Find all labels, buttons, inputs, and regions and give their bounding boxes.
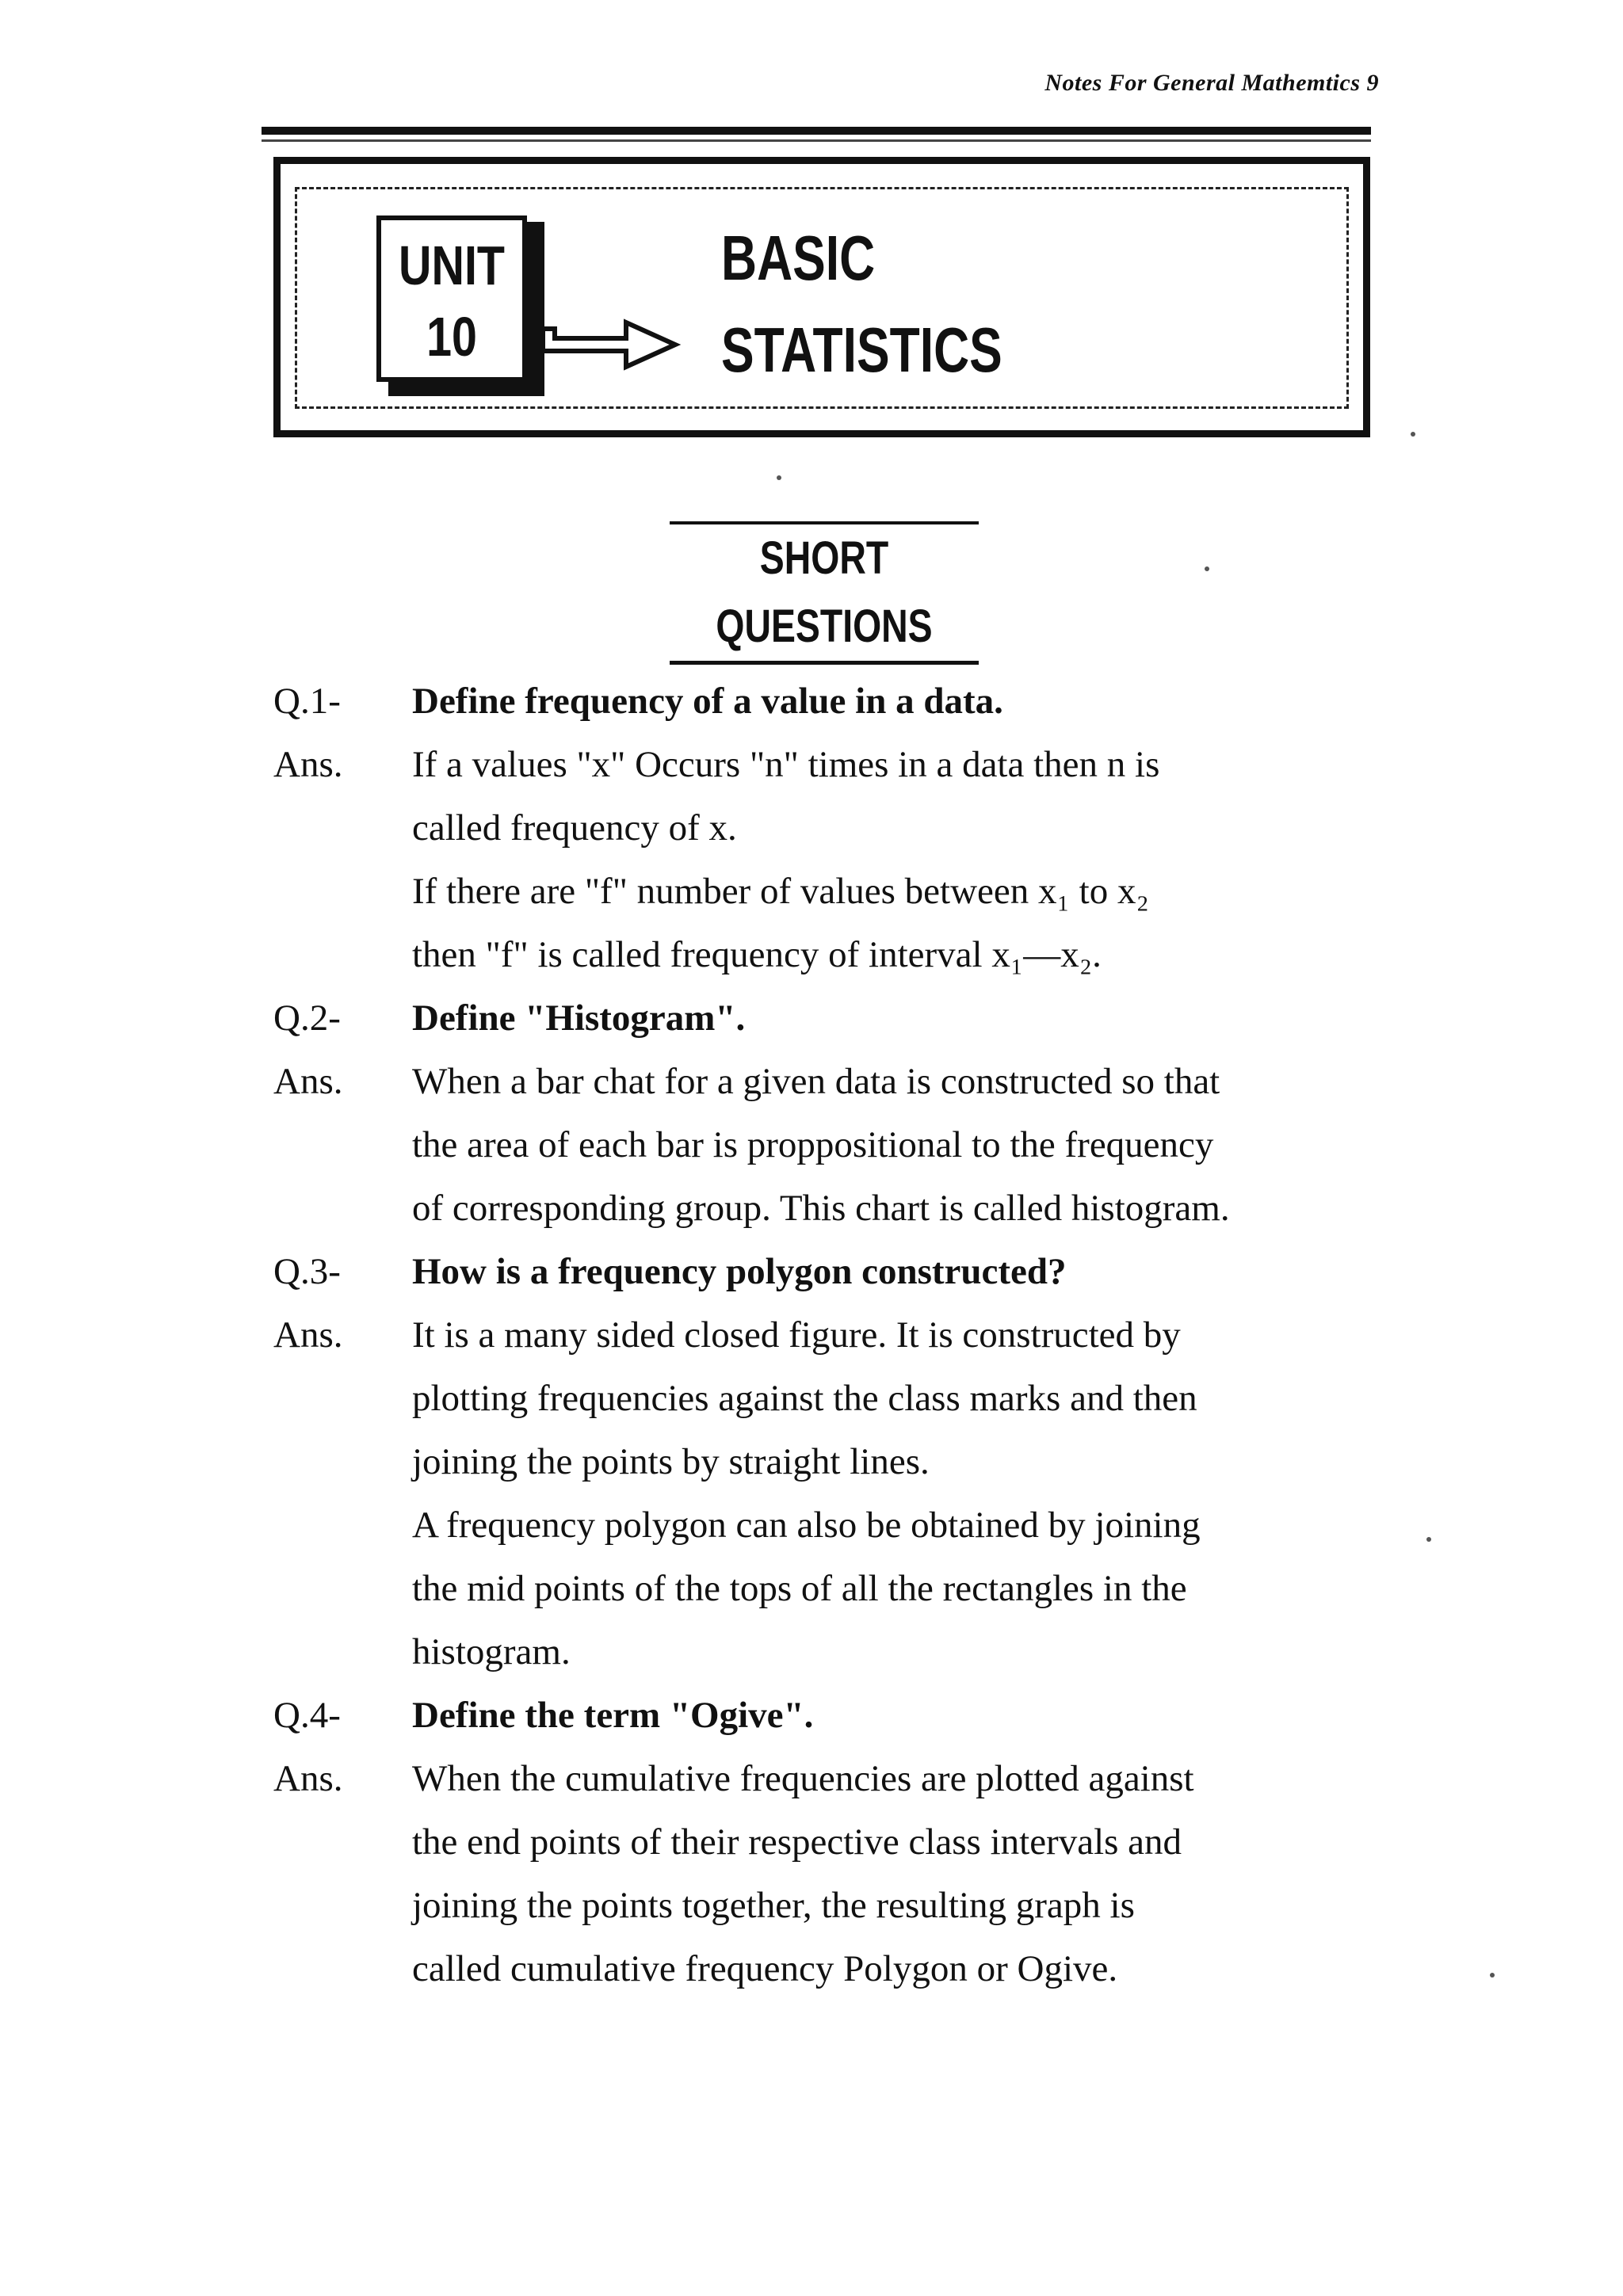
answer-line: plotting frequencies against the class marks and then <box>412 1378 1197 1419</box>
question-label: Q.2- <box>273 997 341 1039</box>
answer-line: then "f" is called frequency of interval x₁—x₂. <box>412 934 1102 975</box>
unit-tag <box>376 215 527 382</box>
scan-speck <box>1426 1537 1431 1542</box>
answer-line: joining the points by straight lines. <box>412 1441 930 1482</box>
answer-line: the end points of their respective class intervals and <box>412 1821 1182 1863</box>
answer-line: When a bar chat for a given data is constructed so that <box>412 1061 1220 1102</box>
unit-tag-shadow-bottom <box>388 382 544 396</box>
scan-speck <box>1411 432 1415 437</box>
answer-line: the area of each bar is proppositional to the frequency <box>412 1124 1214 1165</box>
answer-label: Ans. <box>273 1758 343 1799</box>
answer-text <box>412 1303 1395 1684</box>
answer-line: joining the points together, the resulting graph is <box>412 1885 1135 1926</box>
scan-speck <box>1205 566 1209 571</box>
answer-line: It is a many sided closed figure. It is constructed by <box>412 1314 1181 1356</box>
answer-line: If there are "f" number of values between x₁ to x₂ <box>412 871 1149 912</box>
question-label: Q.3- <box>273 1251 341 1292</box>
unit-title-line1: BASIC <box>721 223 876 293</box>
answer-line: the mid points of the tops of all the rectangles in the <box>412 1568 1187 1609</box>
answer-line: histogram. <box>412 1631 571 1672</box>
unit-title-line2: STATISTICS <box>721 315 1002 385</box>
answer-line: If a values "x" Occurs "n" times in a data then n is <box>412 744 1160 785</box>
header-rule <box>262 127 1371 135</box>
section-heading-text: SHORT QUESTIONS <box>716 532 933 652</box>
answer-line: of corresponding group. This chart is called histogram. <box>412 1188 1230 1229</box>
question-text: How is a frequency polygon constructed? <box>412 1251 1067 1292</box>
question-text: Define the term "Ogive". <box>412 1695 814 1736</box>
question-label: Q.1- <box>273 681 341 722</box>
answer-label: Ans. <box>273 1061 343 1102</box>
answer-label: Ans. <box>273 1314 343 1356</box>
question-label: Q.4- <box>273 1695 341 1736</box>
section-heading <box>670 521 979 665</box>
question-text: Define "Histogram". <box>412 997 746 1039</box>
answer-text <box>412 1050 1395 1240</box>
answer-text <box>412 733 1395 986</box>
question-text: Define frequency of a value in a data. <box>412 681 1003 722</box>
answer-line: When the cumulative frequencies are plotted against <box>412 1758 1194 1799</box>
header-rule-thin <box>262 139 1371 142</box>
answer-label: Ans. <box>273 744 343 785</box>
answer-line: A frequency polygon can also be obtained by joining <box>412 1505 1201 1546</box>
scan-speck <box>777 475 781 480</box>
running-head: Notes For General Mathemtics 9 <box>1044 70 1379 96</box>
unit-number: 10 <box>426 306 477 368</box>
answer-line: called frequency of x. <box>412 807 737 849</box>
scan-speck <box>1490 1973 1495 1978</box>
answer-line: called cumulative frequency Polygon or Ogive. <box>412 1948 1118 1989</box>
unit-word: UNIT <box>399 235 505 296</box>
arrow-right-icon <box>539 313 682 376</box>
unit-title <box>721 212 1002 396</box>
answer-text <box>412 1747 1395 2000</box>
